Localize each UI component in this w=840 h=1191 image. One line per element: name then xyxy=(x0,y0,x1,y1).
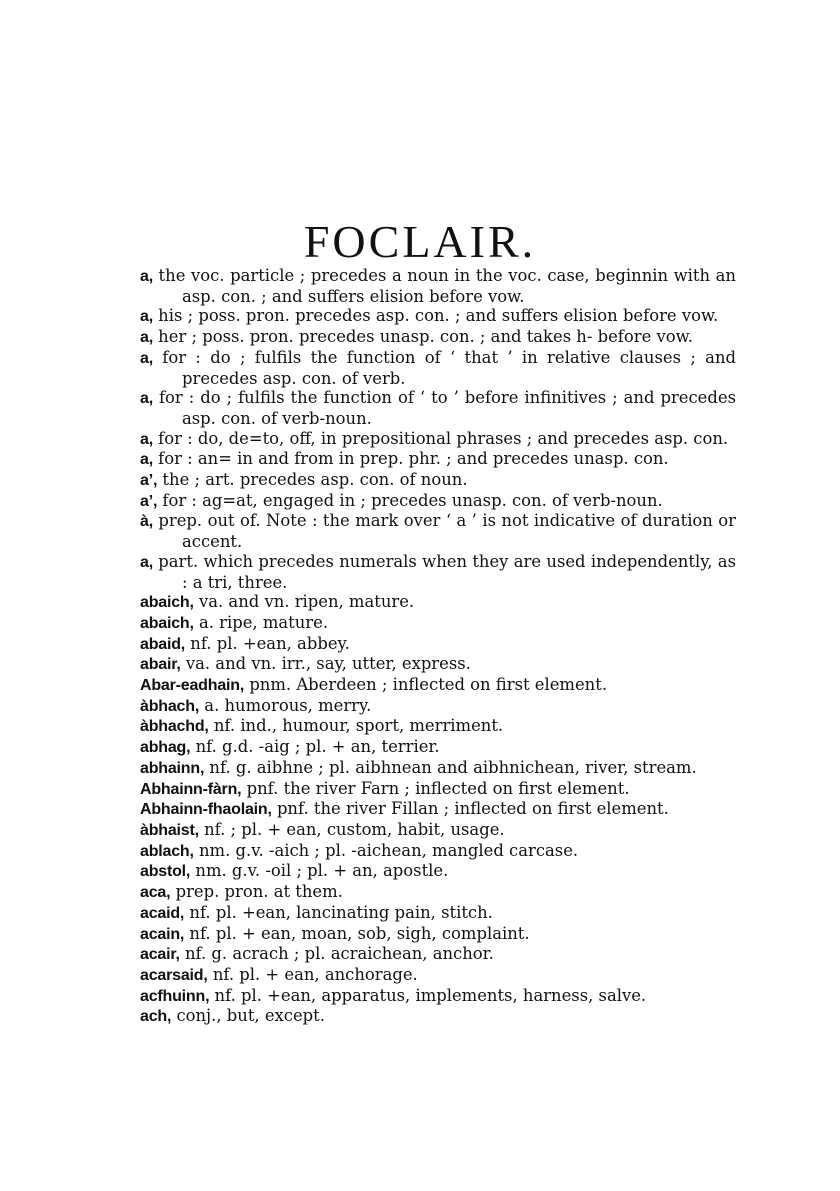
entry-definition: for : an= in and from in prep. phr. ; and precedes unasp. con. xyxy=(158,449,669,469)
entry-headword: abaid , xyxy=(140,636,185,653)
entry-definition: nf. pl. +ean, lancinating pain, stitch. xyxy=(189,902,493,922)
entry-headword: aca , xyxy=(140,884,170,901)
dictionary-entry xyxy=(140,634,736,655)
entry-headword: a , xyxy=(140,329,153,346)
dictionary-entry xyxy=(140,861,736,882)
dictionary-entry xyxy=(140,675,736,696)
entry-headword: acarsaid , xyxy=(140,967,208,984)
entry-definition: va. and vn. irr., say, utter, express. xyxy=(185,654,471,674)
entry-definition: nf. pl. + ean, anchorage. xyxy=(212,964,418,984)
dictionary-entry xyxy=(140,429,736,450)
dictionary-entry xyxy=(140,986,736,1007)
entry-headword: a , xyxy=(140,451,153,468)
entry-headword: acair , xyxy=(140,946,180,963)
entry-headword: abstol , xyxy=(140,863,190,880)
entry-definition: nf. g. acrach ; pl. acraichean, anchor. xyxy=(184,944,494,964)
entry-headword: àbhachd , xyxy=(140,718,209,735)
entry-headword: a , xyxy=(140,431,153,448)
entry-headword: a , xyxy=(140,350,153,367)
entry-definition: for : ag=at, engaged in ; precedes unasp. con. of verb-noun. xyxy=(162,490,663,510)
entry-headword: àbhach , xyxy=(140,698,199,715)
dictionary-entry xyxy=(140,882,736,903)
entry-headword: a , xyxy=(140,554,153,571)
entry-definition: for : do ; fulfils the function of ‘ to ’ before infinitives ; and precedes asp. con. of verb-noun. xyxy=(158,388,736,428)
entry-definition: nm. g.v. -aich ; pl. -aichean, mangled carcase. xyxy=(198,840,579,860)
entry-definition: a. ripe, mature. xyxy=(198,612,329,632)
entry-definition: prep. pron. at them. xyxy=(175,882,343,902)
entry-headword: Abar-eadhain , xyxy=(140,677,244,694)
dictionary-entry xyxy=(140,552,736,592)
dictionary-entry xyxy=(140,758,736,779)
entry-definition: her ; poss. pron. precedes unasp. con. ; and takes h- before vow. xyxy=(158,327,693,347)
entry-headword: abaich , xyxy=(140,615,194,632)
entry-headword: a , xyxy=(140,268,153,285)
entry-headword: acain , xyxy=(140,926,184,943)
entry-headword: a , xyxy=(140,308,153,325)
entry-definition: part. which precedes numerals when they are used independently, as : a tri, three. xyxy=(158,551,736,592)
entry-headword: a’ , xyxy=(140,493,157,510)
dictionary-entry xyxy=(140,306,736,327)
entry-definition: prep. out of. Note : the mark over ‘ a ’ is not indicative of duration or accent. xyxy=(158,511,736,552)
entry-definition: nf. pl. +ean, apparatus, implements, harness, salve. xyxy=(214,985,647,1005)
entry-headword: ach , xyxy=(140,1008,171,1025)
entry-definition: pnf. the river Fillan ; inflected on first element. xyxy=(276,799,669,819)
entry-definition: va. and vn. ripen, mature. xyxy=(198,592,415,612)
dictionary-entry xyxy=(140,266,736,306)
entry-headword: abhag , xyxy=(140,739,190,756)
dictionary-entry xyxy=(140,511,736,551)
dictionary-entry xyxy=(140,944,736,965)
entry-definition: nm. g.v. -oil ; pl. + an, apostle. xyxy=(195,861,449,881)
dictionary-entry xyxy=(140,491,736,512)
entry-definition: conj., but, except. xyxy=(176,1006,325,1026)
dictionary-entry xyxy=(140,327,736,348)
dictionary-entry xyxy=(140,924,736,945)
dictionary-entry xyxy=(140,737,736,758)
dictionary-entry xyxy=(140,592,736,613)
entry-headword: abhainn , xyxy=(140,760,204,777)
dictionary-entry xyxy=(140,449,736,470)
dictionary-entry xyxy=(140,716,736,737)
dictionary-entry xyxy=(140,696,736,717)
entry-definition: pnf. the river Farn ; inflected on first element. xyxy=(246,778,630,798)
entry-headword: Abhainn-fhaolain , xyxy=(140,801,272,818)
entry-definition: the ; art. precedes asp. con. of noun. xyxy=(162,470,468,490)
entry-headword: abair , xyxy=(140,656,181,673)
dictionary-entry xyxy=(140,841,736,862)
dictionary-entry xyxy=(140,654,736,675)
entry-definition: nf. ; pl. + ean, custom, habit, usage. xyxy=(204,819,505,839)
entry-headword: à , xyxy=(140,513,153,530)
dictionary-entry xyxy=(140,470,736,491)
entry-definition: nf. g.d. -aig ; pl. + an, terrier. xyxy=(195,737,440,757)
entry-headword: Abhainn-fàrn , xyxy=(140,781,241,798)
entry-definition: nf. pl. + ean, moan, sob, sigh, complaint. xyxy=(189,923,530,943)
dictionary-entry xyxy=(140,820,736,841)
entry-definition: his ; poss. pron. precedes asp. con. ; and suffers elision before vow. xyxy=(158,306,719,326)
page-title: FOCLAIR. xyxy=(303,215,537,267)
entry-headword: abaich , xyxy=(140,594,194,611)
entry-definition: the voc. particle ; precedes a noun in the voc. case, beginnin with an asp. con. ; and suffers elision before vow. xyxy=(158,266,736,306)
entry-headword: ablach , xyxy=(140,843,194,860)
entry-headword: acaid , xyxy=(140,905,184,922)
entry-headword: a , xyxy=(140,390,153,407)
entry-definition: for : do, de=to, off, in prepositional phrases ; and precedes asp. con. xyxy=(158,428,729,448)
dictionary-entry xyxy=(140,348,736,388)
dictionary-entry xyxy=(140,779,736,800)
dictionary-entry xyxy=(140,613,736,634)
dictionary-entry xyxy=(140,388,736,428)
entry-headword: àbhaist , xyxy=(140,822,199,839)
dictionary-entry xyxy=(140,799,736,820)
dictionary-entry xyxy=(140,965,736,986)
entry-headword: acfhuinn , xyxy=(140,988,209,1005)
dictionary-entries xyxy=(140,266,736,1027)
dictionary-entry xyxy=(140,1006,736,1027)
entry-definition: nf. g. aibhne ; pl. aibhnean and aibhnichean, river, stream. xyxy=(209,757,697,777)
entry-definition: for : do ; fulfils the function of ‘ that ’ in relative clauses ; and precedes asp. con. of verb. xyxy=(162,347,736,388)
entry-definition: nf. pl. +ean, abbey. xyxy=(190,633,350,653)
entry-definition: nf. ind., humour, sport, merriment. xyxy=(213,716,504,736)
dictionary-entry xyxy=(140,903,736,924)
entry-definition: pnm. Aberdeen ; inflected on first element. xyxy=(249,675,608,695)
entry-definition: a. humorous, merry. xyxy=(204,695,372,715)
entry-headword: a’ , xyxy=(140,472,157,489)
